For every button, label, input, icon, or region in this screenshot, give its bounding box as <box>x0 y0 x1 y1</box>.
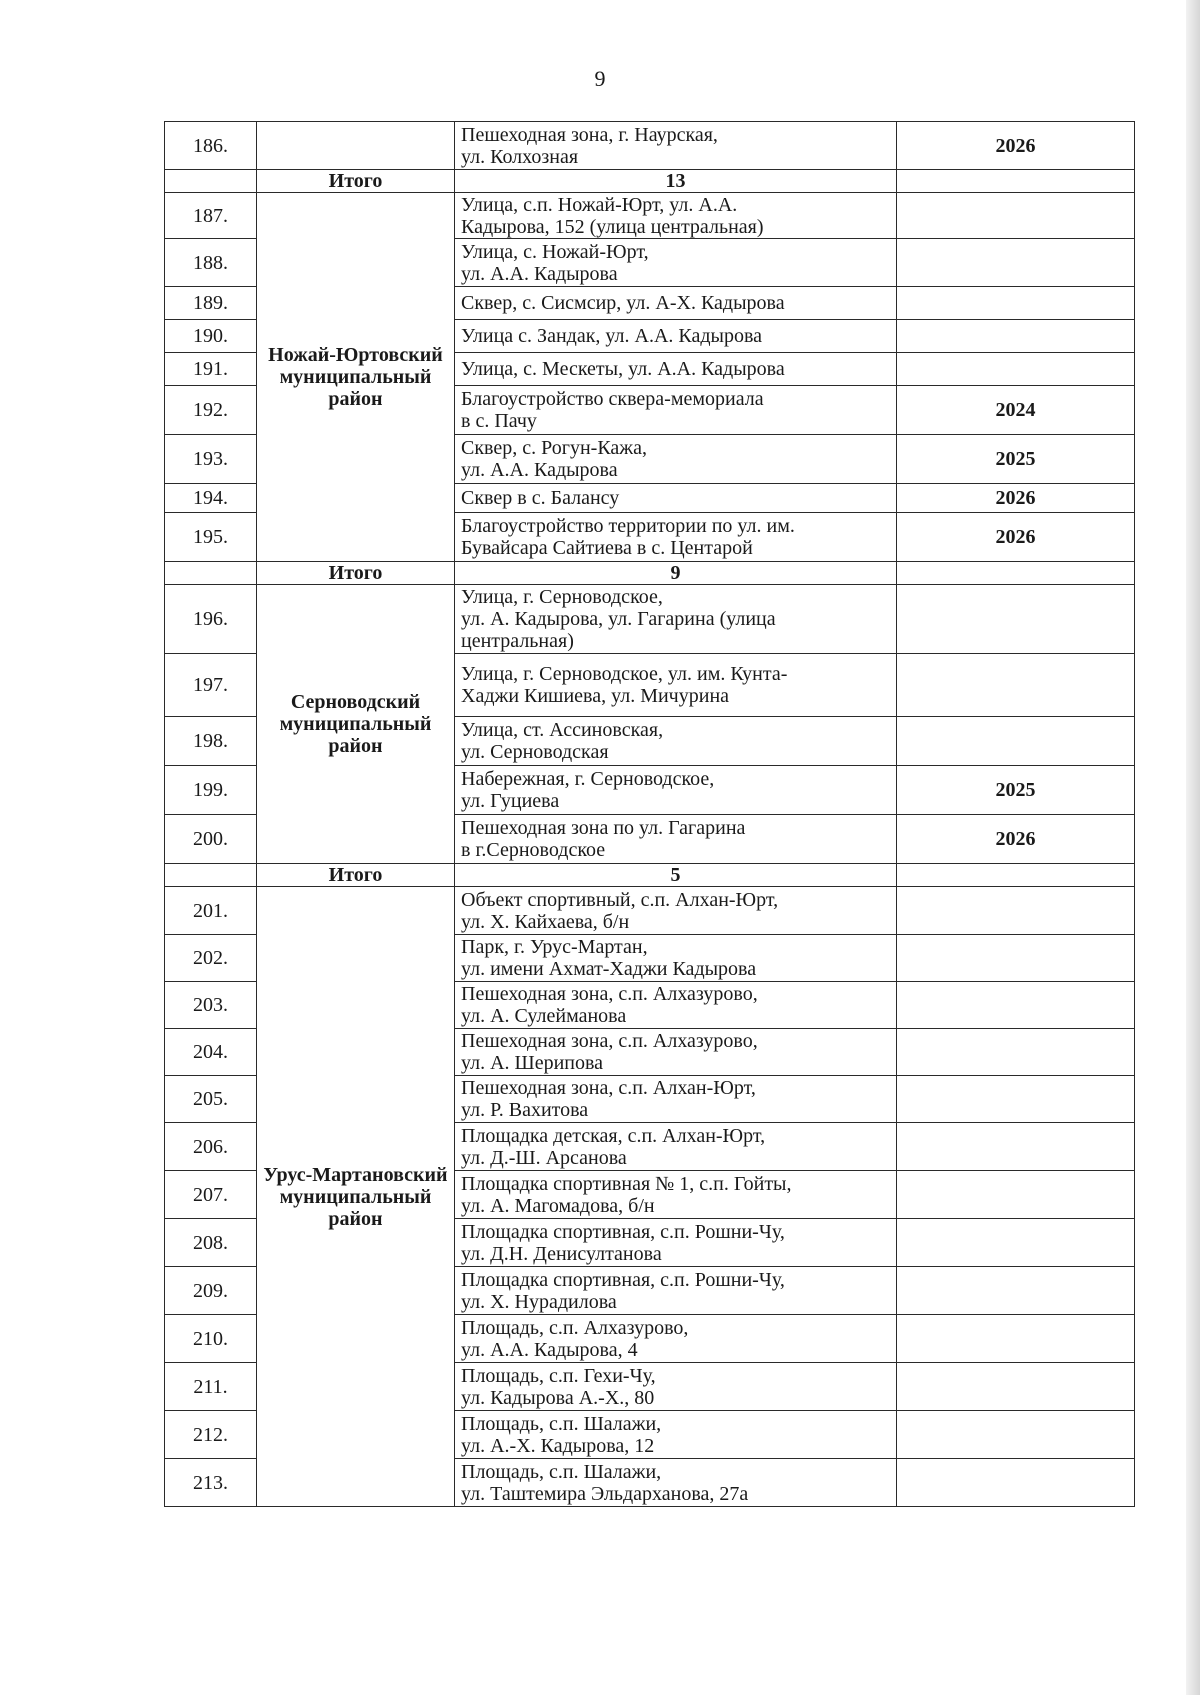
row-number: 189. <box>165 287 257 320</box>
row-number: 200. <box>165 815 257 864</box>
object-name-line: ул. Серноводская <box>461 741 609 763</box>
total-row <box>165 864 1135 887</box>
row-number: 192. <box>165 386 257 435</box>
object-name-line: Бувайсара Сайтиева в с. Центарой <box>461 537 753 559</box>
row-number: 205. <box>165 1076 257 1123</box>
object-name-line: Улица, с. Ножай-Юрт, <box>461 240 649 263</box>
object-name-line: ул. Колхозная <box>461 145 579 168</box>
row-number: 207. <box>165 1171 257 1219</box>
object-name-line: ул. Кадырова А.-Х., 80 <box>461 1386 655 1409</box>
object-name-line: Сквер, с. Рогун-Кажа, <box>461 437 647 459</box>
year <box>897 353 1135 386</box>
year <box>897 1076 1135 1123</box>
year <box>897 1219 1135 1267</box>
object-name-line: ул. А.А. Кадырова, 4 <box>461 1338 638 1361</box>
page-edge <box>1186 0 1200 1695</box>
year <box>897 585 1135 654</box>
total-empty-cell <box>897 170 1135 193</box>
year: 2024 <box>897 386 1135 435</box>
year <box>897 1171 1135 1219</box>
object-name-line: в с. Пачу <box>461 410 537 432</box>
total-empty-cell <box>165 562 257 585</box>
object-name <box>455 935 897 982</box>
object-name <box>455 585 897 654</box>
object-name <box>455 1029 897 1076</box>
year <box>897 193 1135 239</box>
row-number: 198. <box>165 717 257 766</box>
object-name <box>455 1076 897 1123</box>
total-row <box>165 562 1135 585</box>
row-number: 201. <box>165 887 257 935</box>
object-name-line: ул. А.А. Кадырова <box>461 262 618 285</box>
object-name <box>455 386 897 435</box>
object-name-line: Площадь, с.п. Шалажи, <box>461 1460 662 1483</box>
page-number: 9 <box>594 66 606 91</box>
object-name-line: Улица, ст. Ассиновская, <box>461 719 664 741</box>
object-name-line: Площадь, с.п. Шалажи, <box>461 1412 662 1435</box>
object-name <box>455 193 897 239</box>
year <box>897 935 1135 982</box>
table-row <box>165 585 1135 654</box>
object-name-line: Кадырова, 152 (улица центральная) <box>461 215 764 238</box>
object-name-line: Улица с. Зандак, ул. А.А. Кадырова <box>461 325 763 347</box>
object-name-line: Площадь, с.п. Гехи-Чу, <box>461 1364 656 1387</box>
object-name-line: ул. Д.Н. Денисултанова <box>461 1242 662 1265</box>
row-number: 211. <box>165 1363 257 1411</box>
object-name <box>455 484 897 513</box>
total-label: Итого <box>257 562 455 585</box>
object-name <box>455 717 897 766</box>
total-value: 9 <box>455 562 897 585</box>
row-number: 209. <box>165 1267 257 1315</box>
row-number: 188. <box>165 239 257 287</box>
total-empty-cell <box>165 170 257 193</box>
object-name-line: Объект спортивный, с.п. Алхан-Юрт, <box>461 888 779 911</box>
object-name-line: Парк, г. Урус-Мартан, <box>461 936 648 958</box>
object-name <box>455 353 897 386</box>
district-name <box>257 122 455 170</box>
object-name <box>455 1171 897 1219</box>
object-name-line: ул. А. Сулейманова <box>461 1005 627 1027</box>
object-name <box>455 1219 897 1267</box>
row-number: 187. <box>165 193 257 239</box>
row-number: 204. <box>165 1029 257 1076</box>
row-number: 206. <box>165 1123 257 1171</box>
object-name-line: Площадка спортивная № 1, с.п. Гойты, <box>461 1172 792 1195</box>
year <box>897 654 1135 717</box>
object-name-line: ул. А. Магомадова, б/н <box>461 1194 655 1217</box>
object-name <box>455 1267 897 1315</box>
row-number: 210. <box>165 1315 257 1363</box>
object-name-line: Благоустройство территории по ул. им. <box>461 515 795 537</box>
row-number: 186. <box>165 122 257 170</box>
object-name-line: ул. Д.-Ш. Арсанова <box>461 1146 627 1169</box>
object-name-line: Площадка спортивная, с.п. Рошни-Чу, <box>461 1268 785 1291</box>
object-name <box>455 1411 897 1459</box>
year <box>897 717 1135 766</box>
object-name <box>455 654 897 717</box>
object-name-line: Набережная, г. Серноводское, <box>461 768 715 790</box>
year <box>897 239 1135 287</box>
total-empty-cell <box>165 864 257 887</box>
total-empty-cell <box>897 562 1135 585</box>
district-name: Урус-Мартановский муниципальный район <box>257 887 455 1507</box>
object-name-line: Улица, г. Серноводское, ул. им. Кунта- <box>461 663 788 685</box>
row-number: 202. <box>165 935 257 982</box>
object-name <box>455 1363 897 1411</box>
year <box>897 1267 1135 1315</box>
row-number: 199. <box>165 766 257 815</box>
year: 2025 <box>897 435 1135 484</box>
object-name <box>455 815 897 864</box>
year <box>897 982 1135 1029</box>
year: 2025 <box>897 766 1135 815</box>
object-name-line: в г.Серноводское <box>461 839 606 861</box>
year <box>897 287 1135 320</box>
year <box>897 1029 1135 1076</box>
year: 2026 <box>897 484 1135 513</box>
object-name-line: Хаджи Кишиева, ул. Мичурина <box>461 685 730 707</box>
object-name-line: Площадь, с.п. Алхазурово, <box>461 1316 689 1339</box>
object-name <box>455 887 897 935</box>
object-name-line: ул. А.А. Кадырова <box>461 459 618 481</box>
district-name: Серноводский муниципальный район <box>257 585 455 864</box>
year <box>897 1459 1135 1507</box>
total-value: 13 <box>455 170 897 193</box>
object-name-line: Сквер в с. Балансу <box>461 487 620 509</box>
object-name <box>455 513 897 562</box>
year <box>897 1315 1135 1363</box>
row-number: 197. <box>165 654 257 717</box>
row-number: 213. <box>165 1459 257 1507</box>
row-number: 193. <box>165 435 257 484</box>
object-name <box>455 1123 897 1171</box>
object-name <box>455 1459 897 1507</box>
object-name-line: Улица, г. Серноводское, <box>461 586 663 608</box>
object-list-table <box>164 121 1135 1507</box>
year <box>897 887 1135 935</box>
table-row <box>165 887 1135 935</box>
object-name-line: Площадка детская, с.п. Алхан-Юрт, <box>461 1124 766 1147</box>
table-row <box>165 122 1135 170</box>
year: 2026 <box>897 815 1135 864</box>
object-name-line: центральная) <box>461 630 574 652</box>
object-name <box>455 982 897 1029</box>
object-name-line: ул. Таштемира Эльдарханова, 27а <box>461 1482 749 1505</box>
year: 2026 <box>897 122 1135 170</box>
total-label: Итого <box>257 170 455 193</box>
object-name-line: Пешеходная зона, с.п. Алхан-Юрт, <box>461 1077 756 1099</box>
table-row <box>165 193 1135 239</box>
row-number: 208. <box>165 1219 257 1267</box>
object-name-line: ул. Х. Кайхаева, б/н <box>461 910 630 933</box>
object-name-line: ул. Х. Нурадилова <box>461 1290 617 1313</box>
total-empty-cell <box>897 864 1135 887</box>
object-name-line: Благоустройство сквера-мемориала <box>461 388 764 410</box>
total-label: Итого <box>257 864 455 887</box>
row-number: 196. <box>165 585 257 654</box>
object-name-line: ул. имени Ахмат-Хаджи Кадырова <box>461 958 757 980</box>
object-name <box>455 122 897 170</box>
object-name <box>455 766 897 815</box>
year <box>897 1363 1135 1411</box>
object-name-line: Пешеходная зона по ул. Гагарина <box>461 817 746 839</box>
year: 2026 <box>897 513 1135 562</box>
row-number: 203. <box>165 982 257 1029</box>
object-name-line: Пешеходная зона, с.п. Алхазурово, <box>461 1030 758 1052</box>
object-name <box>455 287 897 320</box>
district-name: Ножай-Юртовский муниципальный район <box>257 193 455 562</box>
object-name-line: Улица, с. Мескеты, ул. А.А. Кадырова <box>461 358 785 380</box>
year <box>897 1123 1135 1171</box>
object-name <box>455 435 897 484</box>
row-number: 190. <box>165 320 257 353</box>
row-number: 195. <box>165 513 257 562</box>
object-name-line: ул. А. Шерипова <box>461 1052 604 1074</box>
total-value: 5 <box>455 864 897 887</box>
object-name-line: ул. А. Кадырова, ул. Гагарина (улица <box>461 608 776 630</box>
object-name-line: Улица, с.п. Ножай-Юрт, ул. А.А. <box>461 193 738 216</box>
object-name <box>455 1315 897 1363</box>
object-name-line: Площадка спортивная, с.п. Рошни-Чу, <box>461 1220 785 1243</box>
object-name-line: ул. Р. Вахитова <box>461 1099 589 1121</box>
row-number: 212. <box>165 1411 257 1459</box>
row-number: 191. <box>165 353 257 386</box>
year <box>897 1411 1135 1459</box>
year <box>897 320 1135 353</box>
object-name-line: Пешеходная зона, с.п. Алхазурово, <box>461 983 758 1005</box>
object-name <box>455 239 897 287</box>
object-name-line: Сквер, с. Сисмсир, ул. А-Х. Кадырова <box>461 292 785 314</box>
object-name-line: ул. А.-Х. Кадырова, 12 <box>461 1434 655 1457</box>
row-number: 194. <box>165 484 257 513</box>
object-name-line: ул. Гуциева <box>461 790 560 812</box>
object-name <box>455 320 897 353</box>
total-row <box>165 170 1135 193</box>
object-name-line: Пешеходная зона, г. Наурская, <box>461 123 718 146</box>
